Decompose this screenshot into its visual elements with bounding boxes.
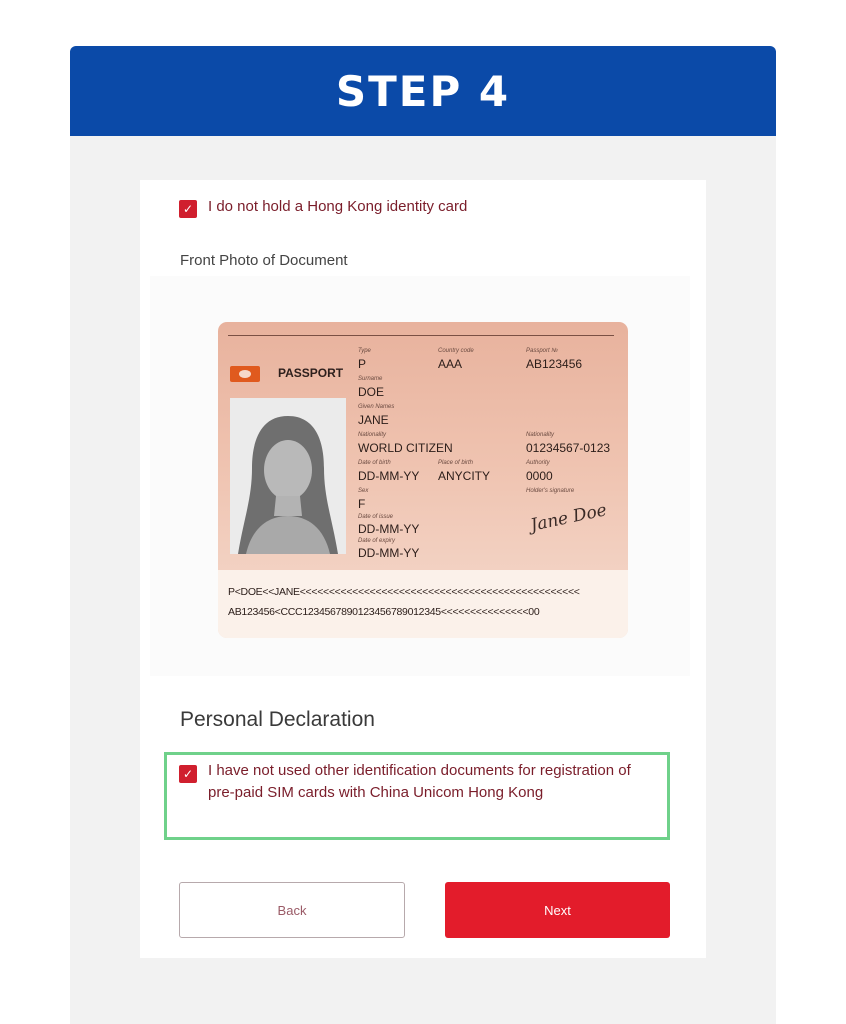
personal-no-value: 01234567-0123 bbox=[526, 441, 611, 455]
pob-label: Place of birth bbox=[438, 460, 474, 466]
expiry-label: Date of expiry bbox=[358, 538, 396, 544]
dob-label: Date of birth bbox=[358, 460, 391, 466]
type-label: Type bbox=[358, 348, 371, 354]
back-button[interactable]: Back bbox=[179, 882, 405, 938]
issue-value: DD-MM-YY bbox=[358, 522, 420, 536]
sex-value: F bbox=[358, 497, 366, 511]
dob-value: DD-MM-YY bbox=[358, 469, 420, 483]
nationality-value: WORLD CITIZEN bbox=[358, 441, 453, 455]
country-code-label: Country code bbox=[438, 348, 474, 354]
expiry-value: DD-MM-YY bbox=[358, 546, 420, 560]
country-code-value: AAA bbox=[438, 357, 463, 371]
person-silhouette-icon bbox=[230, 398, 346, 554]
mrz-band bbox=[218, 570, 628, 638]
issue-label: Date of issue bbox=[358, 514, 394, 520]
declaration-text: I have not used other identification documents for registration of pre-paid SIM cards with China Unicom Hong Kong bbox=[208, 762, 631, 801]
surname-value: DOE bbox=[358, 385, 385, 399]
mrz-line-2: AB123456<CCC1234567890123456789012345<<<<<<<<<<<<<<<00 bbox=[228, 606, 540, 618]
mrz-line-1: P<DOE<<JANE<<<<<<<<<<<<<<<<<<<<<<<<<<<<<<<<<<<<<<<<<<<<<<<< bbox=[228, 586, 580, 598]
personal-declaration-heading: Personal Declaration bbox=[180, 708, 375, 731]
step-title: STEP 4 bbox=[335, 66, 511, 116]
authority-value: 0000 bbox=[526, 469, 553, 483]
passport-image bbox=[218, 322, 628, 638]
no-hkid-label: I do not hold a Hong Kong identity card bbox=[208, 198, 468, 215]
personal-no-label: Nationality bbox=[526, 432, 555, 438]
no-hkid-checkbox[interactable]: ✓ bbox=[179, 200, 197, 218]
passport-no-value: AB123456 bbox=[526, 357, 583, 371]
passport-emblem-icon bbox=[230, 366, 260, 382]
authority-label: Authority bbox=[526, 460, 550, 466]
step-banner bbox=[70, 46, 776, 136]
given-names-label: Given Names bbox=[358, 404, 395, 410]
pob-value: ANYCITY bbox=[438, 469, 491, 483]
passport-title: PASSPORT bbox=[278, 366, 344, 380]
type-value: P bbox=[358, 357, 367, 371]
holder-signature-label: Holder's signature bbox=[526, 488, 575, 494]
passport-no-label: Passport № bbox=[526, 348, 558, 354]
nationality-label: Nationality bbox=[358, 432, 387, 438]
declaration-checkbox[interactable]: ✓ bbox=[179, 765, 197, 783]
passport-photo bbox=[230, 398, 346, 554]
holder-signature: Jane Doe bbox=[528, 500, 609, 536]
front-photo-title: Front Photo of Document bbox=[180, 252, 348, 269]
given-names-value: JANE bbox=[358, 413, 389, 427]
next-button[interactable]: Next bbox=[445, 882, 670, 938]
passport-top-line bbox=[228, 335, 614, 336]
sex-label: Sex bbox=[358, 488, 369, 494]
surname-label: Surname bbox=[358, 376, 383, 382]
